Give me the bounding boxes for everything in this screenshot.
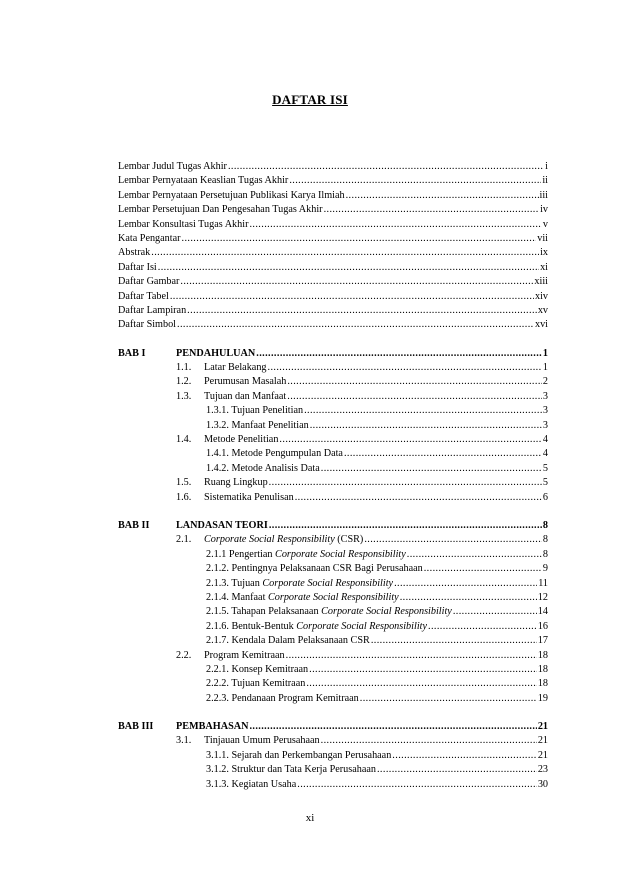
- section-number: 1.2.: [176, 376, 192, 388]
- dot-leader: [346, 189, 539, 203]
- toc-entry-label: Kata Pengantar: [118, 232, 181, 244]
- subsection-entry[interactable]: [118, 404, 548, 418]
- dot-leader: [371, 634, 537, 648]
- entry-page: 6: [542, 491, 548, 503]
- dot-leader: [377, 763, 537, 777]
- section-entry[interactable]: [118, 433, 548, 447]
- entry-label: Tujuan dan Manfaat: [204, 390, 287, 402]
- entry-label: Perumusan Masalah: [204, 376, 287, 388]
- dot-leader: [256, 347, 542, 361]
- chapter-page: 8: [542, 519, 548, 531]
- entry-page: 16: [537, 620, 548, 632]
- toc-entry-page: xi: [540, 261, 548, 273]
- italic-term: Corporate Social Responsibility: [204, 534, 335, 546]
- subsection-entry[interactable]: [118, 447, 548, 461]
- entry-label: 2.1.1 Pengertian Corporate Social Responsibility: [206, 548, 406, 560]
- dot-leader: [364, 533, 542, 547]
- toc-entry[interactable]: [118, 232, 548, 246]
- chapter-entry[interactable]: [118, 720, 548, 734]
- section-number: 2.1.: [176, 534, 192, 546]
- chapter-entry[interactable]: [118, 519, 548, 533]
- entry-page: 9: [542, 563, 548, 575]
- chapter-list: [118, 347, 548, 792]
- entry-page: 1: [542, 362, 548, 374]
- entry-label: 2.1.4. Manfaat Corporate Social Responsibility: [206, 591, 399, 603]
- entry-page: 18: [537, 678, 548, 690]
- chapter-number: BAB II: [118, 519, 150, 531]
- section-number: 1.5.: [176, 477, 192, 489]
- subsection-entry[interactable]: [118, 591, 548, 605]
- dot-leader: [310, 419, 542, 433]
- chapter-page: 21: [537, 721, 548, 733]
- dot-leader: [289, 174, 541, 188]
- entry-label: 1.3.2. Manfaat Penelitian: [206, 419, 309, 431]
- entry-label: 2.2.3. Pendanaan Program Kemitraan: [206, 692, 359, 704]
- dot-leader: [182, 232, 537, 246]
- toc-entry[interactable]: [118, 275, 548, 289]
- section-number: 1.6.: [176, 491, 192, 503]
- subsection-entry[interactable]: [118, 620, 548, 634]
- chapter-number: BAB I: [118, 347, 146, 359]
- toc-entry[interactable]: [118, 318, 548, 332]
- entry-label: 1.4.2. Metode Analisis Data: [206, 462, 320, 474]
- italic-term: Corporate Social Responsibility: [275, 548, 406, 560]
- chapter-title: LANDASAN TEORI: [176, 519, 268, 531]
- entry-page: 8: [542, 548, 548, 560]
- entry-page: 11: [538, 577, 548, 589]
- section-number: 1.1.: [176, 362, 192, 374]
- entry-page: 12: [537, 591, 548, 603]
- dot-leader: [304, 404, 542, 418]
- toc-entry-label: Daftar Tabel: [118, 290, 169, 302]
- entry-page: 5: [542, 462, 548, 474]
- section-entry[interactable]: [118, 491, 548, 505]
- chapter-number: BAB III: [118, 721, 154, 733]
- dot-leader: [400, 591, 537, 605]
- dot-leader: [297, 778, 537, 792]
- toc-entry-label: Lembar Pernyataan Persetujuan Publikasi Karya Ilmiah: [118, 189, 345, 201]
- section-entry[interactable]: [118, 361, 548, 375]
- toc-entry-label: Daftar Lampiran: [118, 304, 187, 316]
- section-entry[interactable]: [118, 375, 548, 389]
- subsection-entry[interactable]: [118, 577, 548, 591]
- subsection-entry[interactable]: [118, 562, 548, 576]
- entry-page: 4: [542, 434, 548, 446]
- dot-leader: [392, 749, 537, 763]
- entry-page: 18: [537, 649, 548, 661]
- entry-label: Tinjauan Umum Perusahaan: [204, 735, 320, 747]
- section-number: 2.2.: [176, 649, 192, 661]
- section-entry[interactable]: [118, 734, 548, 748]
- entry-page: 14: [537, 606, 548, 618]
- dot-leader: [344, 447, 542, 461]
- entry-label: 2.2.1. Konsep Kemitraan: [206, 663, 309, 675]
- toc-entry[interactable]: [118, 160, 548, 174]
- dot-leader: [428, 620, 537, 634]
- entry-label: 1.4.1. Metode Pengumpulan Data: [206, 448, 343, 460]
- entry-page: 2: [542, 376, 548, 388]
- dot-leader: [170, 290, 534, 304]
- toc-entry-page: xiv: [534, 290, 548, 302]
- toc-entry-page: vii: [537, 232, 548, 244]
- subsection-entry[interactable]: [118, 462, 548, 476]
- entry-label: 2.1.6. Bentuk-Bentuk Corporate Social Responsibility: [206, 620, 427, 632]
- entry-page: 17: [537, 635, 548, 647]
- toc-entry-page: ix: [540, 247, 548, 259]
- dot-leader: [286, 649, 537, 663]
- chapter-title: PEMBAHASAN: [176, 721, 249, 733]
- entry-label: 3.1.1. Sejarah dan Perkembangan Perusahaan: [206, 749, 392, 761]
- subsection-entry[interactable]: [118, 763, 548, 777]
- entry-page: 4: [542, 448, 548, 460]
- toc-entry-page: xvi: [534, 319, 548, 331]
- table-of-contents: [118, 160, 548, 792]
- entry-label: 2.1.2. Pentingnya Pelaksanaan CSR Bagi Perusahaan: [206, 563, 423, 575]
- chapter-entry[interactable]: [118, 347, 548, 361]
- dot-leader: [279, 433, 541, 447]
- entry-page: 21: [537, 749, 548, 761]
- toc-entry-label: Abstrak: [118, 247, 151, 259]
- subsection-entry[interactable]: [118, 548, 548, 562]
- italic-term: Corporate Social Responsibility: [321, 606, 452, 618]
- subsection-entry[interactable]: [118, 677, 548, 691]
- dot-leader: [306, 677, 536, 691]
- subsection-entry[interactable]: [118, 692, 548, 706]
- subsection-entry[interactable]: [118, 663, 548, 677]
- dot-leader: [287, 375, 542, 389]
- entry-label: Program Kemitraan: [204, 649, 285, 661]
- entry-label: 2.2.2. Tujuan Kemitraan: [206, 678, 306, 690]
- entry-page: 3: [542, 390, 548, 402]
- entry-page: 3: [542, 405, 548, 417]
- dot-leader: [394, 577, 537, 591]
- entry-label: 3.1.2. Struktur dan Tata Kerja Perusahaan: [206, 764, 376, 776]
- entry-page: 5: [542, 477, 548, 489]
- entry-label: Metode Penelitian: [204, 434, 279, 446]
- toc-entry[interactable]: [118, 261, 548, 275]
- toc-entry[interactable]: [118, 290, 548, 304]
- toc-entry[interactable]: [118, 174, 548, 188]
- dot-leader: [324, 203, 539, 217]
- dot-leader: [321, 462, 542, 476]
- entry-label: 3.1.3. Kegiatan Usaha: [206, 778, 297, 790]
- dot-leader: [180, 275, 533, 289]
- toc-entry-label: Daftar Simbol: [118, 319, 177, 331]
- dot-leader: [228, 160, 544, 174]
- section-entry[interactable]: [118, 533, 548, 547]
- entry-label: Sistematika Penulisan: [204, 491, 294, 503]
- section-number: 1.3.: [176, 390, 192, 402]
- subsection-entry[interactable]: [118, 419, 548, 433]
- toc-entry-page: v: [542, 218, 548, 230]
- front-matter-list: [118, 160, 548, 333]
- entry-page: 18: [537, 663, 548, 675]
- toc-entry-page: i: [545, 161, 548, 172]
- italic-term: Corporate Social Responsibility: [262, 577, 394, 589]
- entry-label: Latar Belakang: [204, 362, 267, 374]
- section-entry[interactable]: [118, 476, 548, 490]
- entry-page: 8: [542, 534, 548, 546]
- toc-entry-page: iv: [540, 204, 548, 216]
- entry-label: 1.3.1. Tujuan Penelitian: [206, 405, 304, 417]
- toc-entry-label: Daftar Gambar: [118, 276, 180, 288]
- entry-page: 30: [537, 778, 548, 790]
- dot-leader: [269, 476, 542, 490]
- entry-label: Corporate Social Responsibility (CSR): [204, 534, 364, 546]
- dot-leader: [453, 605, 537, 619]
- dot-leader: [295, 491, 542, 505]
- section-number: 3.1.: [176, 735, 192, 747]
- entry-page: 21: [537, 735, 548, 747]
- toc-entry-label: Lembar Konsultasi Tugas Akhir: [118, 218, 249, 230]
- toc-entry-page: ii: [542, 175, 548, 187]
- dot-leader: [158, 261, 539, 275]
- dot-leader: [187, 304, 537, 318]
- dot-leader: [309, 663, 537, 677]
- dot-leader: [360, 692, 537, 706]
- entry-page: 23: [537, 764, 548, 776]
- dot-leader: [287, 390, 542, 404]
- toc-entry-label: Lembar Judul Tugas Akhir: [118, 161, 227, 172]
- dot-leader: [249, 720, 536, 734]
- toc-entry[interactable]: [118, 218, 548, 232]
- toc-entry[interactable]: [118, 203, 548, 217]
- entry-label: Ruang Lingkup: [204, 477, 268, 489]
- subsection-entry[interactable]: [118, 634, 548, 648]
- toc-entry[interactable]: [118, 189, 548, 203]
- entry-label: 2.1.5. Tahapan Pelaksanaan Corporate Social Responsibility: [206, 606, 452, 618]
- toc-entry-label: Daftar Isi: [118, 261, 157, 273]
- section-entry[interactable]: [118, 649, 548, 663]
- toc-entry[interactable]: [118, 304, 548, 318]
- subsection-entry[interactable]: [118, 605, 548, 619]
- dot-leader: [177, 318, 534, 332]
- chapter-title: PENDAHULUAN: [176, 347, 256, 359]
- entry-page: 3: [542, 419, 548, 431]
- italic-term: Corporate Social Responsibility: [267, 591, 399, 603]
- dot-leader: [268, 361, 542, 375]
- italic-term: Corporate Social Responsibility: [296, 620, 427, 632]
- dot-leader: [321, 734, 537, 748]
- entry-label: 2.1.7. Kendala Dalam Pelaksanaan CSR: [206, 635, 370, 647]
- toc-entry-page: xv: [537, 304, 548, 316]
- chapter-page: 1: [542, 347, 548, 359]
- page-number: xi: [305, 812, 315, 824]
- entry-label: 2.1.3. Tujuan Corporate Social Responsibility: [206, 577, 394, 589]
- toc-entry[interactable]: [118, 246, 548, 260]
- dot-leader: [424, 562, 542, 576]
- toc-entry-page: xiii: [534, 276, 548, 288]
- dot-leader: [249, 218, 541, 232]
- dot-leader: [407, 548, 542, 562]
- dot-leader: [151, 246, 539, 260]
- entry-page: 19: [537, 692, 548, 704]
- toc-entry-label: Lembar Pernyataan Keaslian Tugas Akhir: [118, 175, 289, 187]
- subsection-entry[interactable]: [118, 749, 548, 763]
- section-entry[interactable]: [118, 390, 548, 404]
- toc-entry-page: iii: [539, 189, 548, 201]
- toc-entry-label: Lembar Persetujuan Dan Pengesahan Tugas Akhir: [118, 204, 323, 216]
- page-title: DAFTAR ISI: [272, 92, 348, 107]
- dot-leader: [269, 519, 542, 533]
- section-number: 1.4.: [176, 434, 192, 446]
- subsection-entry[interactable]: [118, 778, 548, 792]
